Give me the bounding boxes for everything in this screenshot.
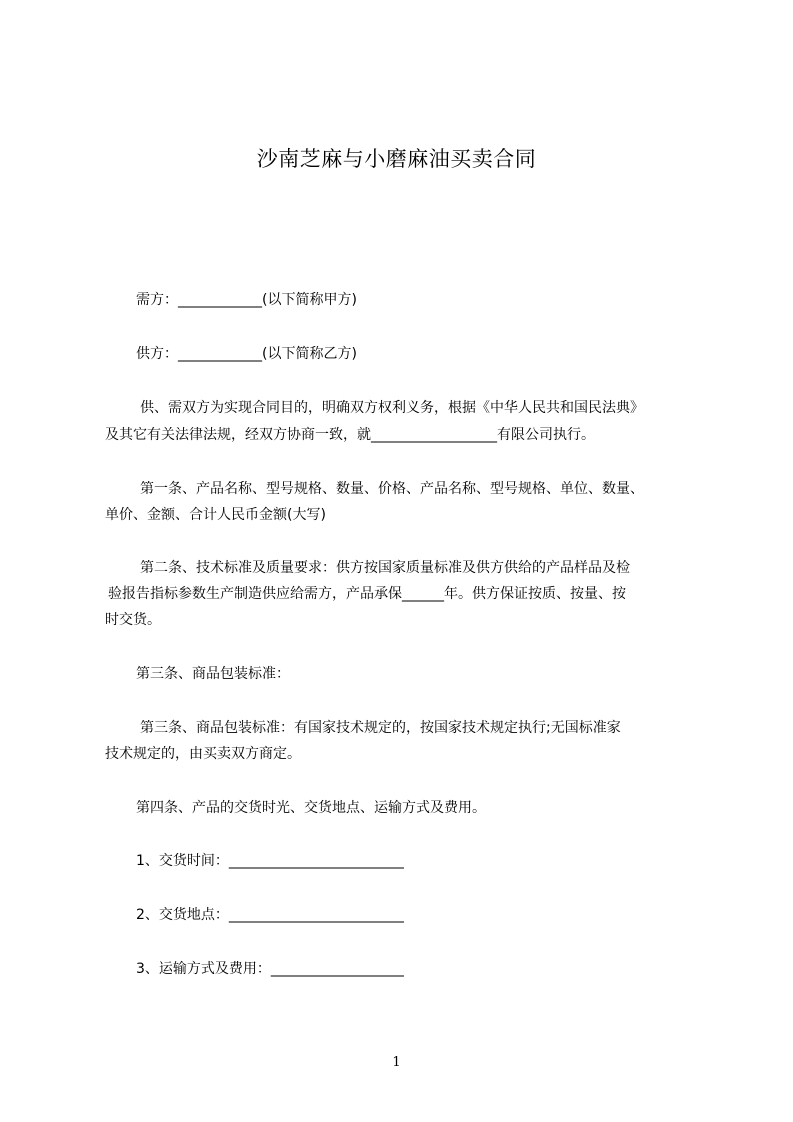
article2-line-2: 验报告指标参数生产制造供应给需方，产品承保______年。供方保证按质、按量、按	[108, 586, 626, 602]
supplier-line: 供方：____________(以下简称乙方)	[136, 346, 357, 362]
article3-body-line-2: 技术规定的，由买卖双方商定。	[105, 746, 301, 762]
page-number: 1	[392, 1055, 401, 1070]
intro-line-1: 供、需双方为实现合同目的，明确双方权利义务，根据《中华人民共和国民法典》	[140, 400, 644, 416]
buyer-line: 需方：____________(以下简称甲方)	[136, 292, 357, 308]
delivery-time-item: 1、交货时间：_________________________	[136, 853, 404, 869]
article3-heading: 第三条、商品包装标准：	[136, 666, 290, 682]
article2-line-3: 时交货。	[105, 612, 161, 628]
article1-line-2: 单价、金额、合计人民币金额(大写)	[105, 507, 326, 523]
document-title: 沙南芝麻与小磨麻油买卖合同	[256, 147, 537, 171]
transport-item: 3、运输方式及费用：___________________	[136, 961, 404, 977]
delivery-place-item: 2、交货地点：_________________________	[136, 907, 404, 923]
article3-body-line-1: 第三条、商品包装标准：有国家技术规定的，按国家技术规定执行;无国标准家	[140, 720, 621, 736]
article4-heading: 第四条、产品的交货时光、交货地点、运输方式及费用。	[136, 800, 486, 816]
intro-line-2: 及其它有关法律法规，经双方协商一致，就__________________有限公司执行。	[105, 427, 595, 443]
article2-line-1: 第二条、技术标准及质量要求：供方按国家质量标准及供方供给的产品样品及检	[140, 560, 630, 576]
article1-line-1: 第一条、产品名称、型号规格、数量、价格、产品名称、型号规格、单位、数量、	[140, 481, 644, 497]
